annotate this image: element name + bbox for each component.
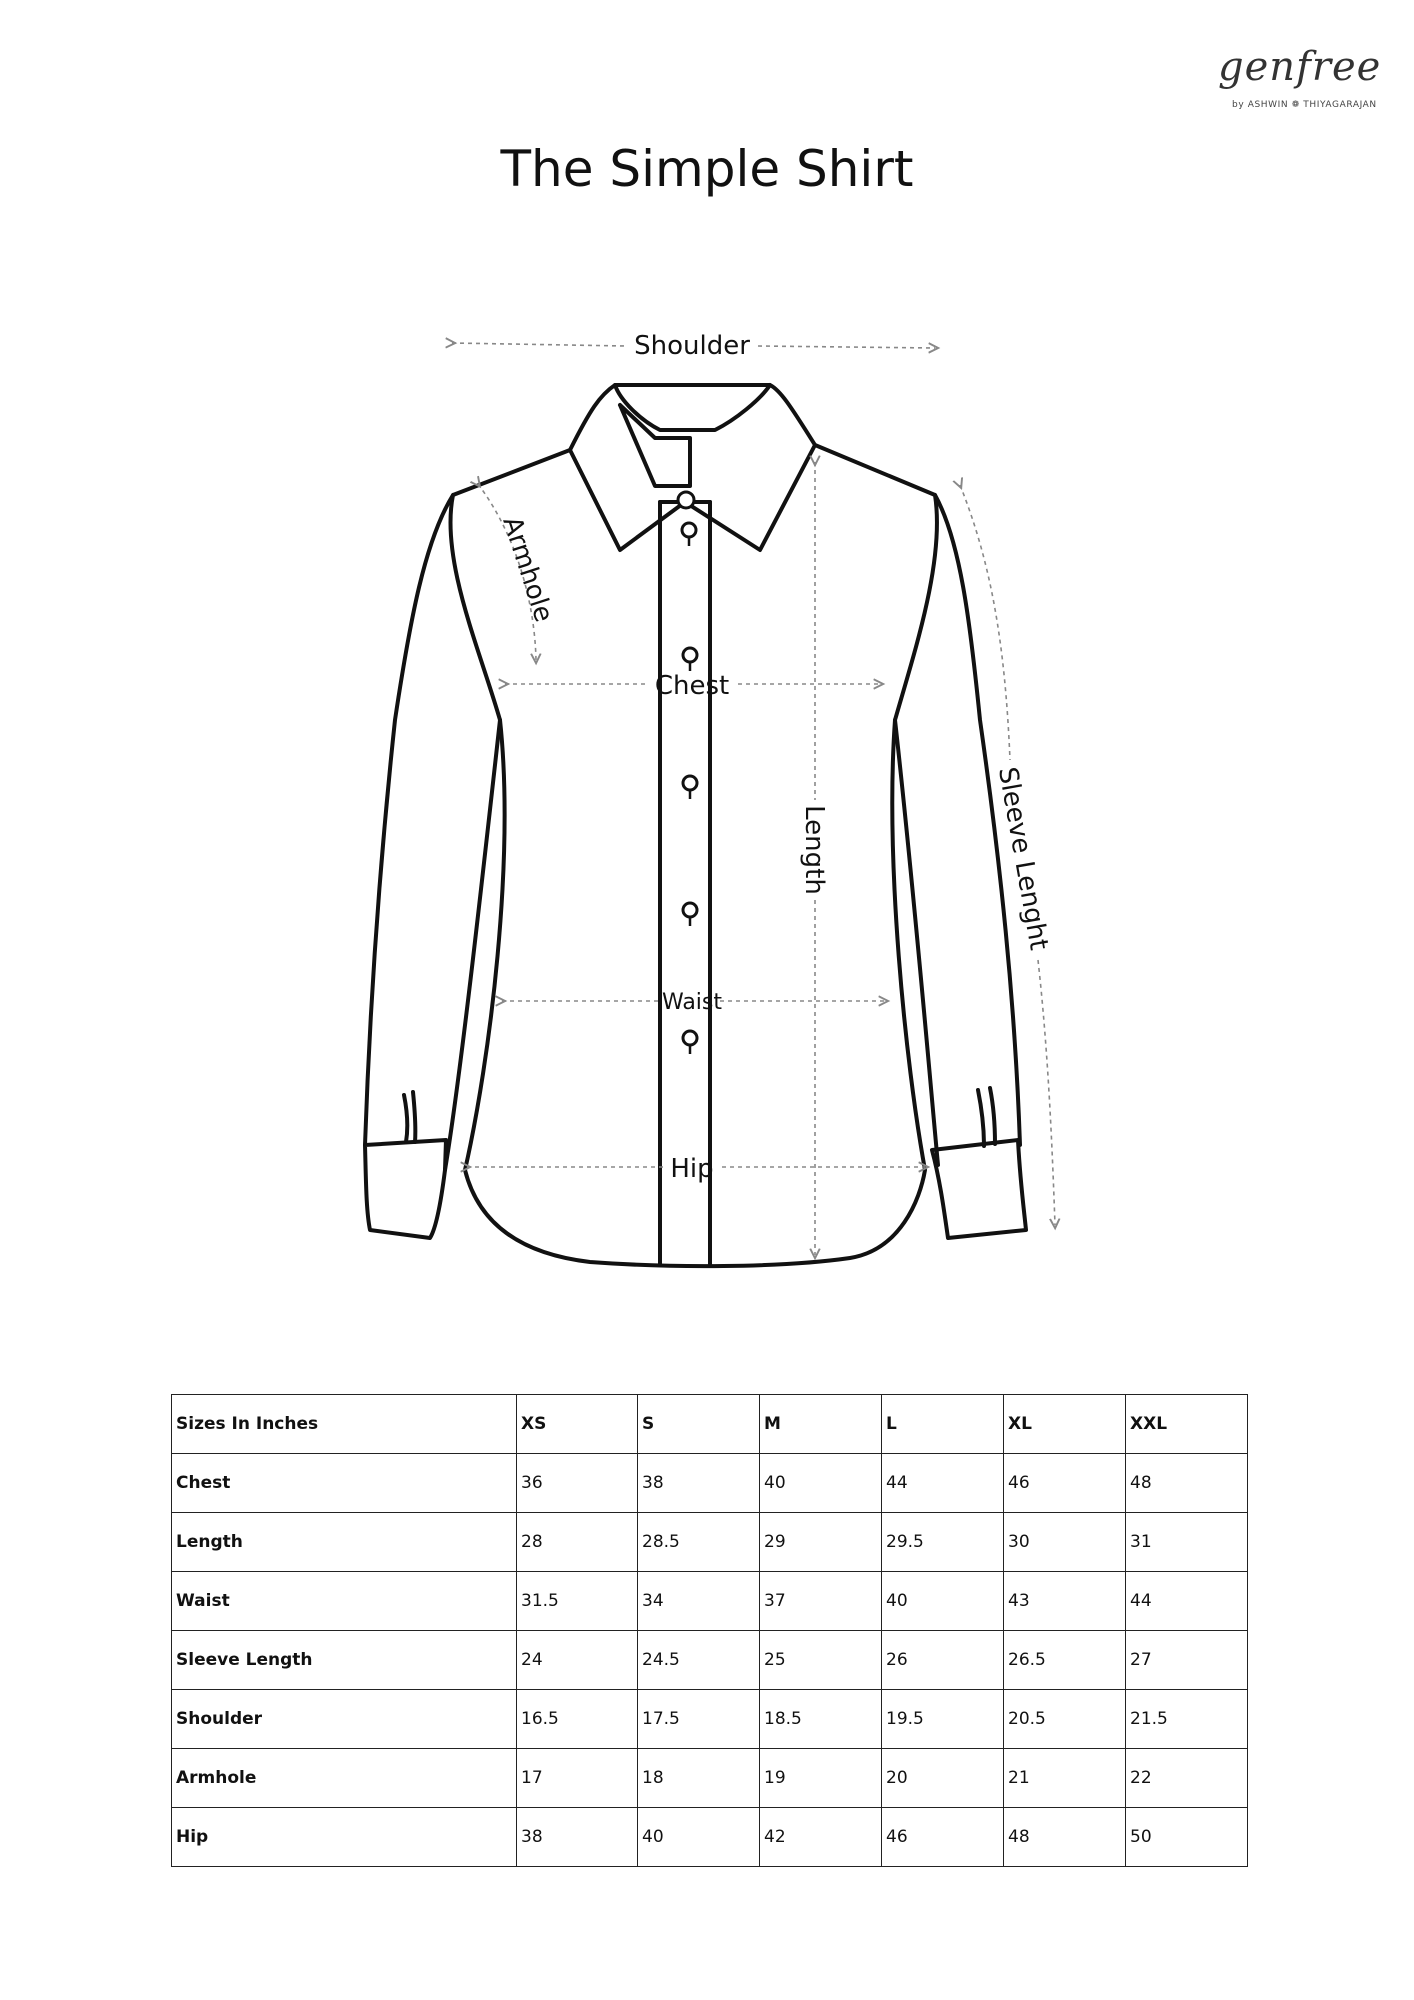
table-cell: 34: [638, 1572, 760, 1631]
table-cell: 44: [882, 1454, 1004, 1513]
table-cell: 26: [882, 1631, 1004, 1690]
label-armhole: Armhole: [496, 512, 559, 626]
table-cell: 21.5: [1126, 1690, 1248, 1749]
table-cell: 48: [1126, 1454, 1248, 1513]
table-cell: 38: [517, 1808, 638, 1867]
table-cell: 48: [1004, 1808, 1126, 1867]
table-cell: 37: [760, 1572, 882, 1631]
row-label: Length: [172, 1513, 517, 1572]
table-cell: 21: [1004, 1749, 1126, 1808]
shirt-outline: [365, 385, 1026, 1266]
table-cell: 18.5: [760, 1690, 882, 1749]
table-row-armhole: [172, 1749, 1248, 1808]
row-label: Waist: [172, 1572, 517, 1631]
table-cell: 17.5: [638, 1690, 760, 1749]
table-cell: 42: [760, 1808, 882, 1867]
header-xxl: XXL: [1126, 1395, 1248, 1454]
table-cell: 16.5: [517, 1690, 638, 1749]
header-s: S: [638, 1395, 760, 1454]
table-cell: 36: [517, 1454, 638, 1513]
table-row-waist: [172, 1572, 1248, 1631]
label-length: Length: [799, 805, 829, 895]
table-cell: 17: [517, 1749, 638, 1808]
table-row-sleeve-length: [172, 1631, 1248, 1690]
measurement-lines: [452, 343, 1055, 1255]
table-cell: 27: [1126, 1631, 1248, 1690]
table-cell: 50: [1126, 1808, 1248, 1867]
row-label: Armhole: [172, 1749, 517, 1808]
table-cell: 25: [760, 1631, 882, 1690]
header-m: M: [760, 1395, 882, 1454]
label-waist: Waist: [661, 990, 723, 1015]
table-cell: 40: [638, 1808, 760, 1867]
shirt-buttons: [678, 492, 697, 1045]
header-xs: XS: [517, 1395, 638, 1454]
table-cell: 20.5: [1004, 1690, 1126, 1749]
label-hip: Hip: [670, 1154, 714, 1184]
table-cell: 30: [1004, 1513, 1126, 1572]
table-cell: 24.5: [638, 1631, 760, 1690]
header-xl: XL: [1004, 1395, 1126, 1454]
logo-wordmark: genfree: [1218, 44, 1382, 90]
table-cell: 40: [760, 1454, 882, 1513]
table-cell: 19: [760, 1749, 882, 1808]
table-cell: 46: [882, 1808, 1004, 1867]
table-cell: 24: [517, 1631, 638, 1690]
shirt-button-stems: [689, 537, 690, 1054]
row-label: Shoulder: [172, 1690, 517, 1749]
table-cell: 19.5: [882, 1690, 1004, 1749]
table-cell: 18: [638, 1749, 760, 1808]
table-header-row: [172, 1395, 1248, 1454]
table-row-length: [172, 1513, 1248, 1572]
table-cell: 31.5: [517, 1572, 638, 1631]
table-cell: 29.5: [882, 1513, 1004, 1572]
table-cell: 46: [1004, 1454, 1126, 1513]
table-cell: 20: [882, 1749, 1004, 1808]
table-row-hip: [172, 1808, 1248, 1867]
page-title: The Simple Shirt: [500, 140, 914, 198]
label-sleeve-length: Sleeve Lenght: [992, 764, 1054, 953]
row-label: Sleeve Length: [172, 1631, 517, 1690]
table-cell: 29: [760, 1513, 882, 1572]
table-cell: 22: [1126, 1749, 1248, 1808]
table-cell: 28.5: [638, 1513, 760, 1572]
table-cell: 43: [1004, 1572, 1126, 1631]
table-cell: 28: [517, 1513, 638, 1572]
label-shoulder: Shoulder: [634, 331, 750, 361]
table-cell: 26.5: [1004, 1631, 1126, 1690]
header-sizes-in-inches: Sizes In Inches: [172, 1395, 517, 1454]
table-row-shoulder: [172, 1690, 1248, 1749]
row-label: Chest: [172, 1454, 517, 1513]
label-chest: Chest: [654, 671, 730, 701]
table-cell: 31: [1126, 1513, 1248, 1572]
table-cell: 40: [882, 1572, 1004, 1631]
size-chart-table: [171, 1394, 1248, 1867]
row-label: Hip: [172, 1808, 517, 1867]
table-cell: 38: [638, 1454, 760, 1513]
header-l: L: [882, 1395, 1004, 1454]
table-cell: 44: [1126, 1572, 1248, 1631]
logo-subtitle: by ASHWIN ❁ THIYAGARAJAN: [1232, 100, 1377, 110]
table-row-chest: [172, 1454, 1248, 1513]
